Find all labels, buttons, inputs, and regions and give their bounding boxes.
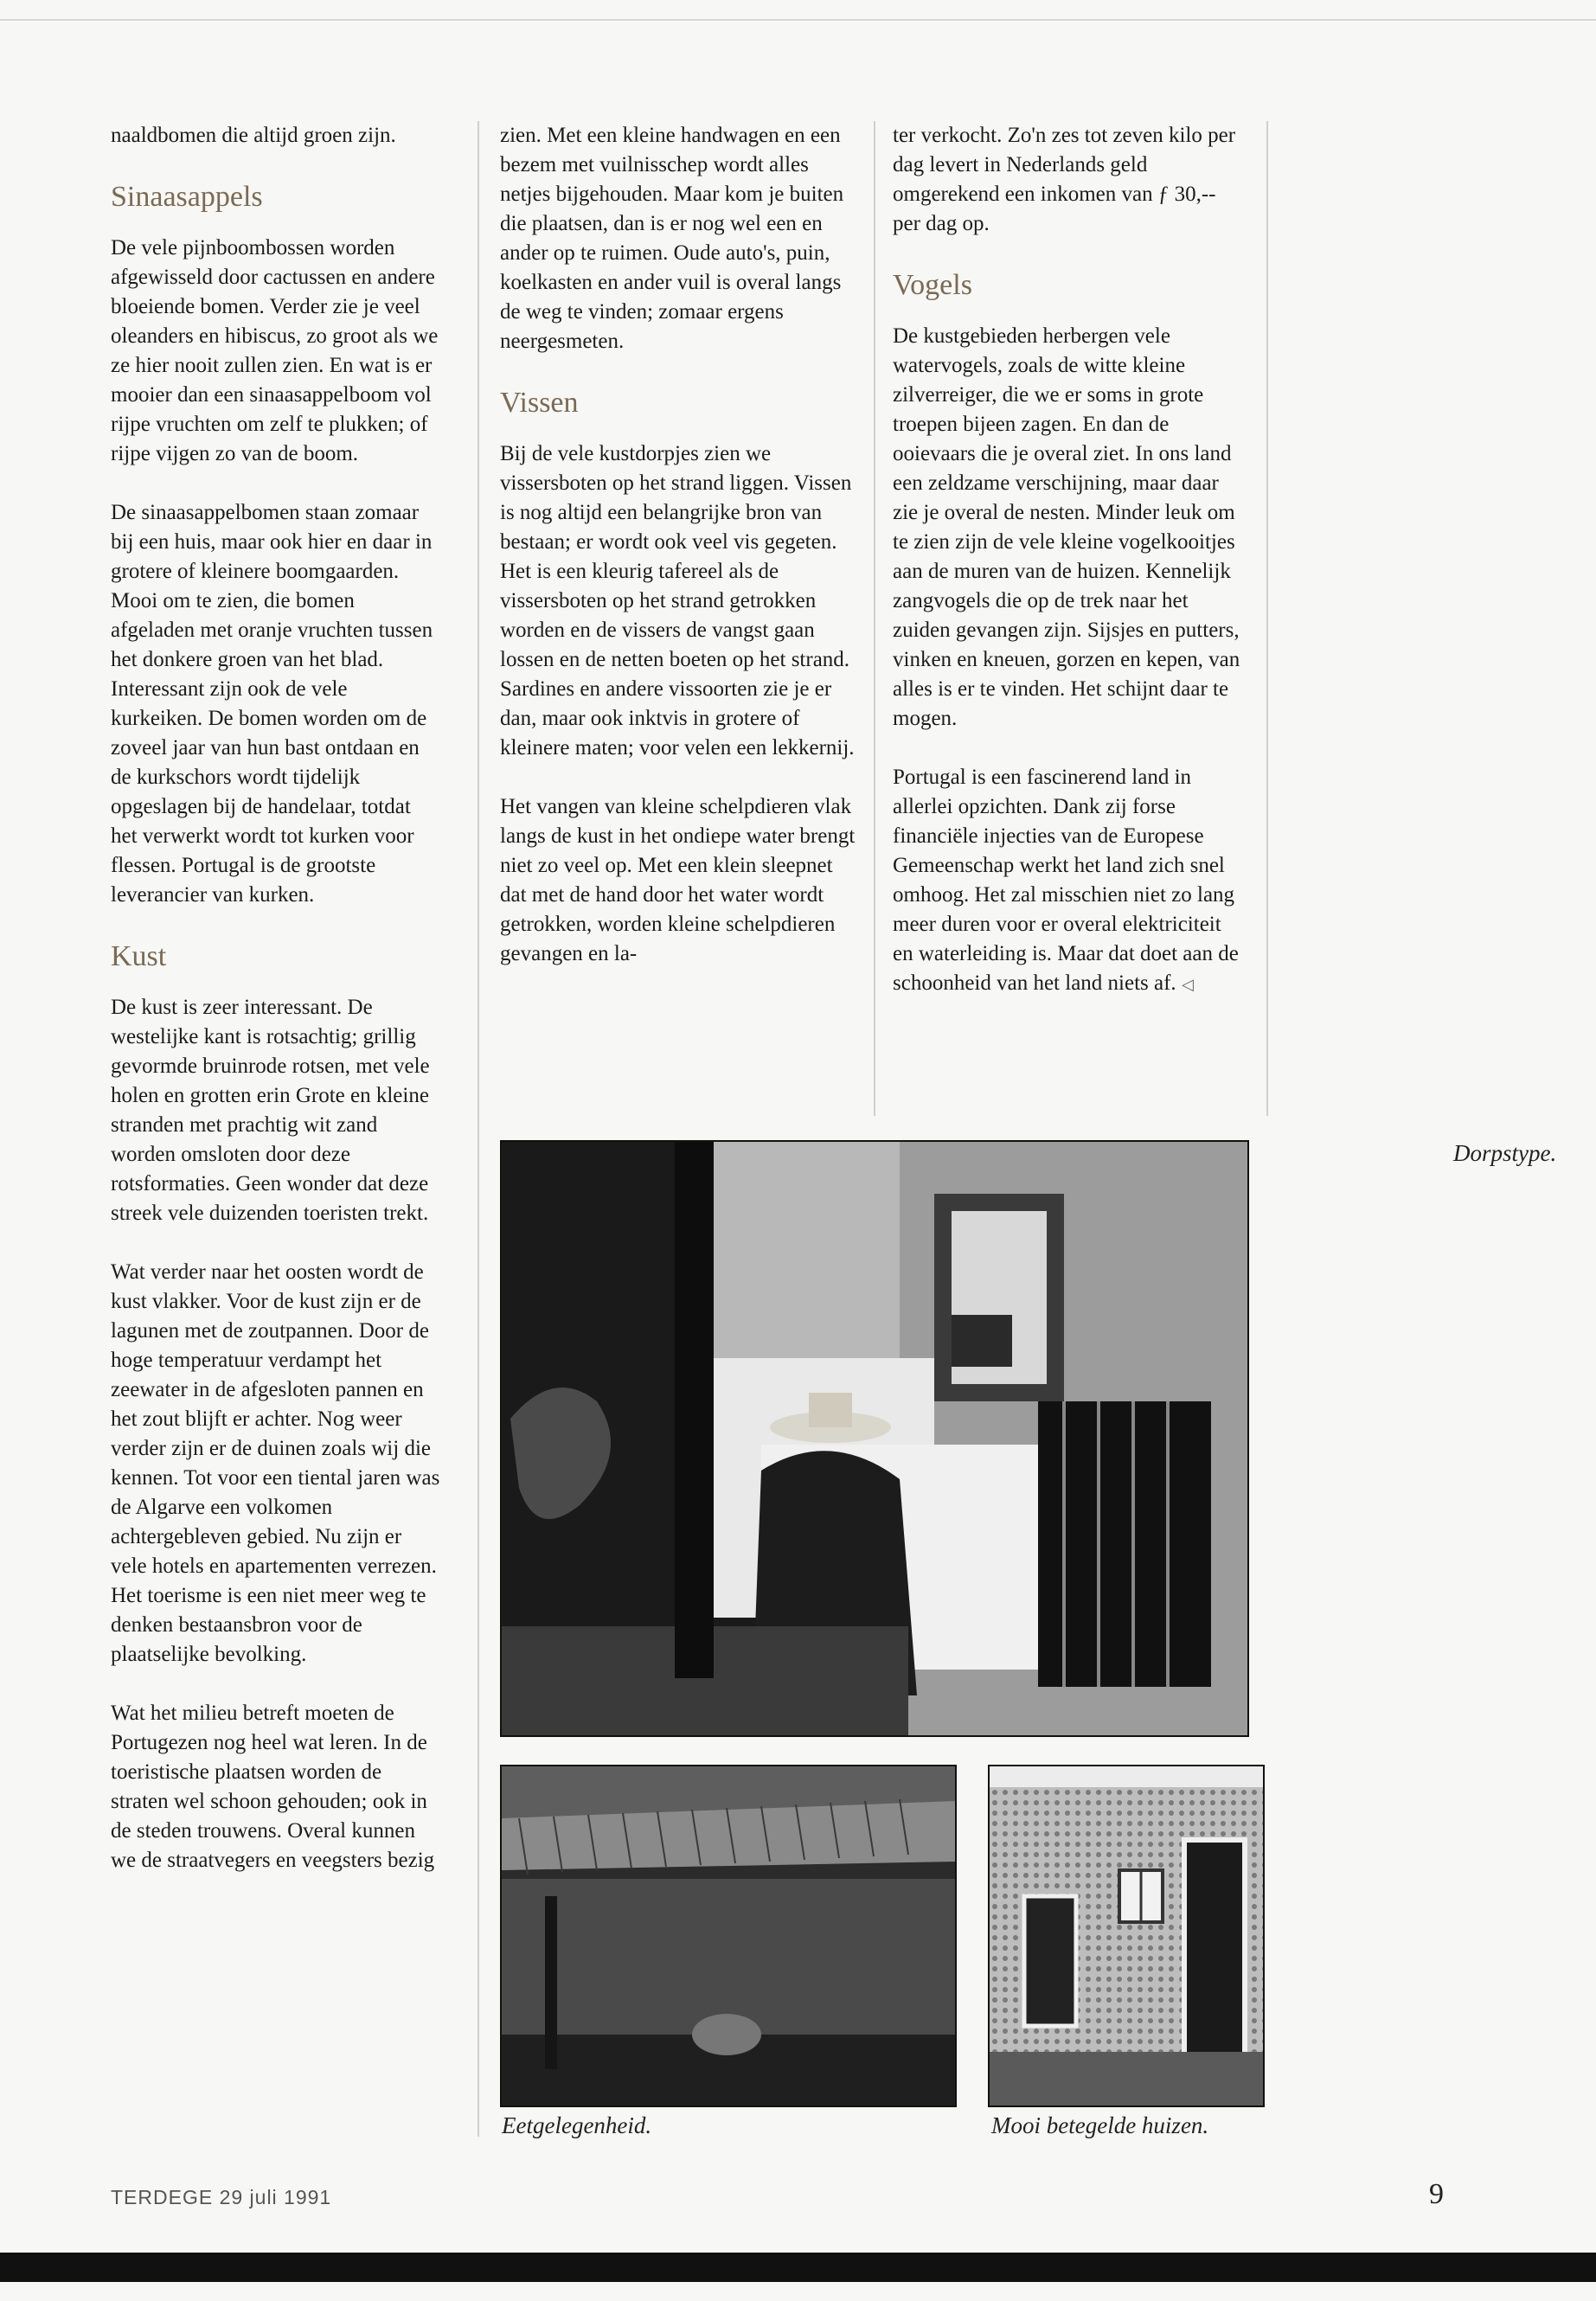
column-divider bbox=[874, 121, 875, 1116]
paragraph: Het vangen van kleine schelpdieren vlak langs de kust in het ondiepe water brengt niet zo veel op. Met een klein sleepnet dat met de hand door het water wordt getrokken, worden kleine schelpdieren gevangen en la- bbox=[500, 795, 856, 965]
photo-dorpstype bbox=[500, 1140, 1249, 1737]
paragraph: Wat het milieu betreft moeten de Portugezen nog heel wat leren. In de toeristische plaatsen worden de straten wel schoon gehouden; ook in de steden trouwens. Overal kunnen we de straatvegers en veegsters bezig bbox=[111, 1702, 435, 1872]
tiled-houses-image bbox=[990, 1766, 1263, 2106]
top-rule bbox=[0, 19, 1596, 21]
heading-kust: Kust bbox=[111, 940, 167, 972]
column-2 bbox=[500, 121, 859, 998]
column-divider bbox=[478, 121, 479, 2137]
heading-vissen: Vissen bbox=[500, 387, 579, 419]
paragraph: De kustgebieden herbergen vele watervogels, zoals de witte kleine zilverreiger, die we er soms in grote troepen bijeen zagen. En dan de ooievaars die je overal ziet. In ons land een zeldzame verschijning, maar daar zie je overal de nesten. Minder leuk om te zien zijn de vele kleine vogelkooitjes aan de muren van de huizen. Kennelijk zangvogels die op de trek naar het zuiden gevangen zijn. Sijsjes en putters, vinken en kneuen, gorzen en kepen, van alles is er te vinden. Het schijnt daar te mogen. bbox=[893, 324, 1240, 730]
paragraph: ter verkocht. Zo'n zes tot zeven kilo per dag levert in Nederlands geld omgerekend een inkomen van ƒ 30,-- per dag op. bbox=[893, 124, 1236, 235]
bottom-bar bbox=[0, 2253, 1596, 2282]
paragraph: De vele pijnboombossen worden afgewisseld door cactussen en andere bloeiende bomen. Verder zie je veel oleanders en hibiscus, zo groot als we ze hier nooit zullen zien. En wat is er mooier dan een sinaasappelboom vol rijpe vruchten om zelf te plukken; of rijpe vijgen zo van de boom. bbox=[111, 236, 439, 465]
paragraph: De kust is zeer interessant. De westelijke kant is rotsachtig; grillig gevormde bruinrode rotsen, met vele holen en grotten erin Grote en kleine stranden met prachtig wit zand worden omsloten door deze rotsformaties. Geen wonder dat deze streek vele duizenden toeristen trekt. bbox=[111, 996, 430, 1225]
footer-publication: TERDEGE 29 juli 1991 bbox=[111, 2186, 332, 2208]
village-house-image bbox=[502, 1142, 1247, 1735]
paragraph: naaldbomen die altijd groen zijn. bbox=[111, 124, 396, 147]
heading-vogels: Vogels bbox=[893, 269, 972, 301]
heading-sinaasappels: Sinaasappels bbox=[111, 181, 263, 213]
column-1 bbox=[111, 121, 441, 1905]
eetgelegenheid-image bbox=[502, 1766, 955, 2106]
paragraph: De sinaasappelbomen staan zomaar bij een huis, maar ook hier en daar in grotere of kleinere boomgaarden. Mooi om te zien, die bomen afgeladen met oranje vruchten tussen het donkere groen van het blad. Interessant zijn ook de vele kurkeiken. De bomen worden om de zoveel jaar van hun bast ontdaan en de kurkschors wordt tijdelijk opgeslagen bij de handelaar, totdat het verwerkt wordt tot kurken voor flessen. Portugal is de grootste leverancier van kurken. bbox=[111, 501, 433, 907]
paragraph: Bij de vele kustdorpjes zien we vissersboten op het strand liggen. Vissen is nog altijd een belangrijke bron van bestaan; er wordt ook veel vis gegeten. Het is een kleurig tafereel als de vissersboten op het strand getrokken worden en de vissers de vangst gaan lossen en de netten boeten op het strand. Sardines en andere vissoorten zie je er dan, maar ook inktvis in grotere of kleinere maten; voor velen een lekkernij. bbox=[500, 442, 855, 760]
paragraph: Portugal is een fascinerend land in allerlei opzichten. Dank zij forse financiële injecties van de Europese Gemeenschap werkt het land zich snel omhoog. Het zal misschien niet zo lang meer duren voor er overal elektriciteit en waterleiding is. Maar dat doet aan de schoonheid van het land niets af. ◁ bbox=[893, 766, 1239, 995]
paragraph: zien. Met een kleine handwagen en een bezem met vuilnisschep wordt alles netjes bijgehouden. Maar kom je buiten die plaatsen, dan is er nog wel een en ander op te ruimen. Oude auto's, puin, koelkasten en ander vuil is overal langs de weg te vinden; zomaar ergens neergesmeten. bbox=[500, 124, 844, 353]
photo-eetgelegenheid bbox=[500, 1765, 957, 2107]
column-divider bbox=[1266, 121, 1268, 1116]
paragraph: Wat verder naar het oosten wordt de kust vlakker. Voor de kust zijn er de lagunen met de zoutpannen. Door de hoge temperatuur verdampt het zeewater in de afgesloten pannen en het zout blijft er achter. Nog weer verder zijn er de duinen zoals wij die kennen. Tot voor een tiental jaren was de Algarve een volkomen achtergebleven gebied. Nu zijn er vele hotels en apartementen verrezen. Het toerisme is een niet meer weg te denken bestaansbron voor de plaatselijke bevolking. bbox=[111, 1260, 440, 1666]
end-mark-icon: ◁ bbox=[1181, 976, 1194, 993]
caption-eetgelegenheid: Eetgelegenheid. bbox=[502, 2112, 652, 2138]
column-3 bbox=[893, 121, 1246, 1029]
caption-dorpstype: Dorpstype. bbox=[1453, 1140, 1557, 1166]
caption-betegelde-huizen: Mooi betegelde huizen. bbox=[991, 2112, 1209, 2138]
page-number: 9 bbox=[1429, 2178, 1444, 2210]
photo-betegelde-huizen bbox=[988, 1765, 1265, 2107]
